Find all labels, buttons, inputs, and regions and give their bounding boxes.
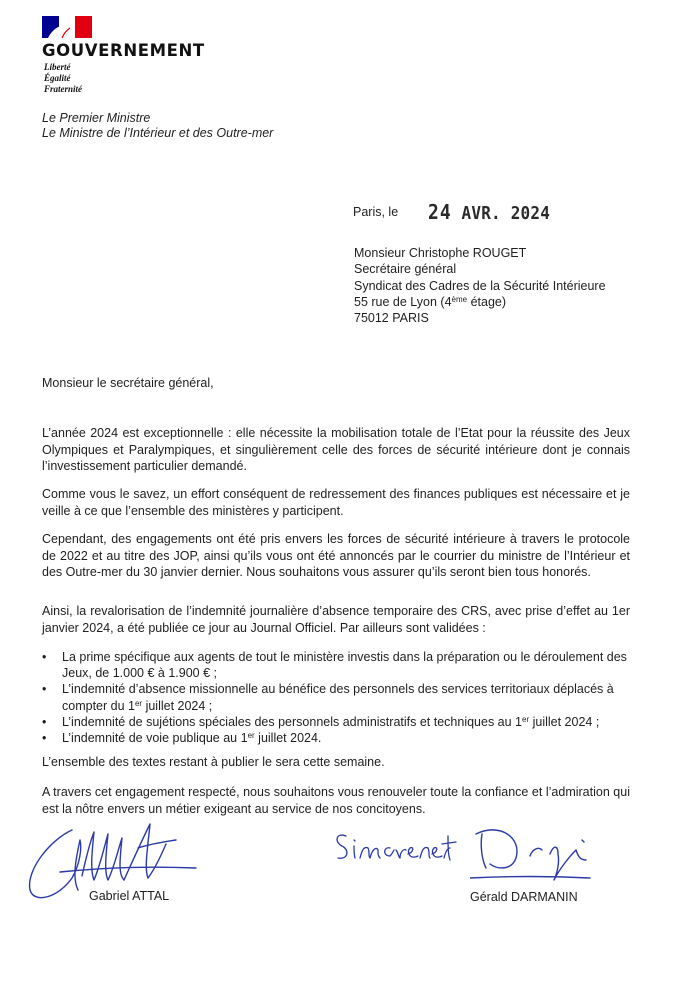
government-wordmark: GOUVERNEMENT	[42, 41, 205, 60]
recipient-title: Secrétaire général	[354, 262, 457, 277]
date-stamp	[428, 201, 550, 225]
recipient-name: Monsieur Christophe ROUGET	[354, 246, 527, 260]
date-stamp-day: 24	[428, 201, 452, 225]
paragraph-5: L’ensemble des textes restant à publier le sera cette semaine.	[42, 755, 385, 769]
paragraph-2: Comme vous le savez, un effort conséquent de redressement des finances publiques est nécessaire et je veille à ce que l’ensemble des ministères y participent.	[42, 487, 630, 518]
paragraph-1: L’année 2024 est exceptionnelle : elle nécessite la mobilisation totale de l’Etat pour la réussite des Jeux Olympiques et Paralympiques, et singulièrement celle des forces de sécurité intérieure dont je connais l’investissement particulier demandé.	[42, 426, 630, 473]
paragraph-6: A travers cet engagement respecté, nous souhaitons vous renouveler toute la confiance et l’admiration qui est la nôtre envers un métier exigeant au service de nos concitoyens.	[42, 785, 630, 816]
recipient-city: 75012 PARIS	[354, 311, 429, 326]
signatory-name-right: Gérald DARMANIN	[470, 890, 578, 904]
handwritten-closing	[332, 826, 462, 876]
issuer-interior-minister: Le Ministre de l’Intérieur et des Outre-mer	[42, 126, 274, 140]
list-item: • L’indemnité d’absence missionnelle au bénéfice des personnels des services territoriaux déplacés à compter du 1er juillet 2024 ;	[42, 681, 642, 713]
republic-flag-logo	[42, 16, 92, 38]
motto-liberte: Liberté	[44, 62, 71, 72]
paragraph-4: Ainsi, la revalorisation de l’indemnité journalière d’absence temporaire des CRS, avec prise d’effet au 1er janvier 2024, a été publiée ce jour au Journal Officiel. Par ailleurs sont validées :	[42, 604, 630, 635]
list-item: • L’indemnité de sujétions spéciales des personnels administratifs et techniques au 1er juillet 2024 ;	[42, 714, 642, 730]
recipient-street: 55 rue de Lyon (4ème étage)	[354, 294, 507, 309]
paragraph-3: Cependant, des engagements ont été pris envers les forces de sécurité intérieure à travers le protocole de 2022 et au titre des JOP, ainsi qu’ils vous ont été annoncés par le courrier du ministre de l’Intérieur et des Outre-mer du 30 janvier dernier. Nous souhaitons vous assurer qu’ils seront bien tous honorés.	[42, 532, 630, 579]
recipient-address-block	[354, 245, 606, 326]
validated-measures-list	[42, 649, 642, 746]
recipient-organisation: Syndicat des Cadres de la Sécurité Intérieure	[354, 278, 606, 293]
motto-egalite: Égalité	[44, 73, 71, 83]
signatory-name-left: Gabriel ATTAL	[89, 889, 170, 903]
motto-fraternite: Fraternité	[44, 84, 83, 94]
issuer-prime-minister: Le Premier Ministre	[42, 111, 151, 125]
date-stamp-month-year: AVR. 2024	[461, 202, 551, 224]
list-item: • L’indemnité de voie publique au 1er juillet 2024.	[42, 730, 642, 746]
date-place: Paris, le	[353, 205, 399, 219]
list-item: • La prime spécifique aux agents de tout le ministère investis dans la préparation ou le déroulement des Jeux, de 1.000 € à 1.900 € ;	[42, 649, 642, 681]
signature-gerald-darmanin	[470, 820, 600, 898]
salutation: Monsieur le secrétaire général,	[42, 376, 214, 390]
